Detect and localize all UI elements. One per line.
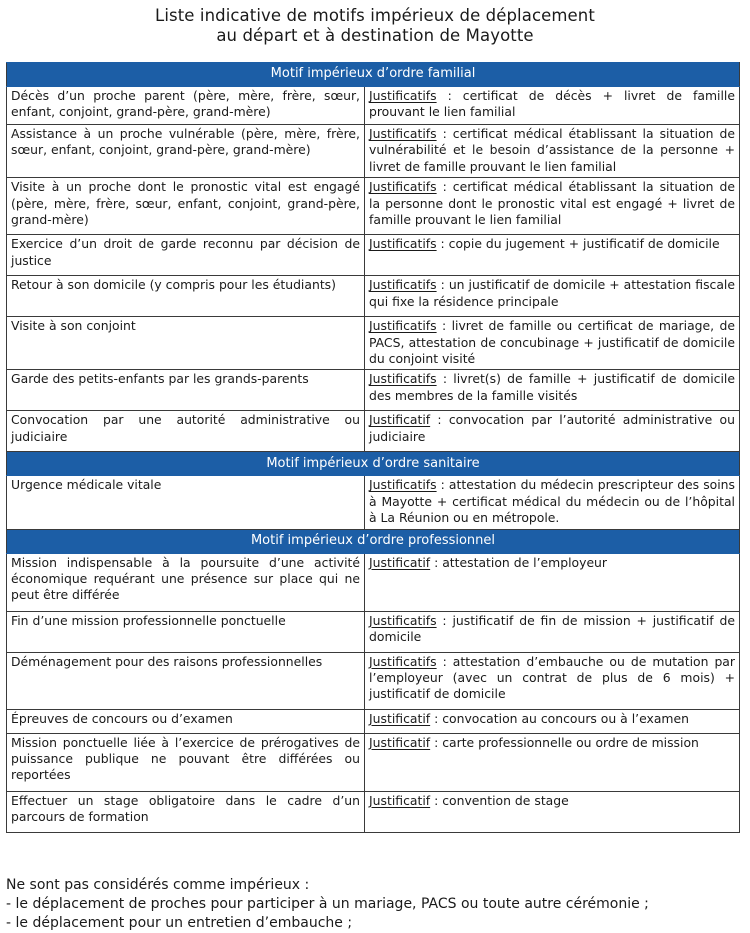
justificatif-cell [365,733,740,791]
justificatif-cell [365,476,740,529]
exclusion-item-2: - le déplacement pour un entretien d’embauche ; [6,915,353,931]
table-row [7,652,740,709]
justificatif-label: Justificatifs [369,318,437,334]
table-row [7,733,740,791]
section-header: Motif impérieux d’ordre sanitaire [7,452,740,476]
justificatif-label: Justificatif [369,412,431,428]
table-row [7,317,740,370]
justificatif-cell [365,709,740,733]
exclusions-note [6,876,744,933]
table-row [7,553,740,611]
table-row [7,276,740,317]
motif-cell: Garde des petits-enfants par les grands-parents [7,370,365,411]
section-header-row [7,529,740,553]
motif-cell: Déménagement pour des raisons professionnelles [7,652,365,709]
table-row [7,125,740,178]
justificatif-cell [365,317,740,370]
table-row [7,87,740,125]
justificatif-label: Justificatifs [369,126,437,141]
justificatif-cell [365,125,740,178]
justificatif-separator: : [430,412,449,428]
title-line-1: Liste indicative de motifs impérieux de déplacement [155,6,595,25]
table-row [7,709,740,733]
justificatif-cell [365,791,740,832]
motif-cell: Mission indispensable à la poursuite d’une activité économique requérant une présence sur place qui ne peut être différée [7,553,365,611]
document-title [0,0,750,44]
justificatif-label: Justificatifs [369,88,437,103]
justificatif-label: Justificatif [369,710,431,726]
motif-cell: Mission ponctuelle liée à l’exercice de prérogatives de puissance publique ne pouvant être différées ou reportées [7,733,365,791]
justificatif-separator: : [430,710,443,726]
motif-cell: Exercice d’un droit de garde reconnu par décision de justice [7,235,365,276]
justificatif-label: Justificatif [369,792,431,808]
justificatif-separator: : [436,277,449,293]
exclusion-item-1: - le déplacement de proches pour participer à un mariage, PACS ou toute autre cérémonie ; [6,896,649,912]
justificatif-separator: : [436,653,453,669]
table-row [7,611,740,652]
justificatif-text: un justificatif de domicile + attestation fiscale qui fixe la résidence principale [369,277,735,309]
justificatif-label: Justificatifs [369,277,437,293]
justificatif-text: attestation de l’employeur [442,554,608,570]
justificatif-text: certificat de décès + livret de famille prouvant le lien familial [369,88,735,120]
justificatif-text: livret de famille ou certificat de mariage, de PACS, attestation de concubinage + justificatif de domicile du conjoint visité [369,318,735,367]
table-row [7,411,740,452]
justificatif-separator: : [436,477,449,493]
motif-cell: Épreuves de concours ou d’examen [7,709,365,733]
justificatif-text: attestation d’embauche ou de mutation par l’employeur (avec un contrat de plus de 6 mois) + justificatif de domicile [369,653,735,702]
motif-cell: Décès d’un proche parent (père, mère, frère, sœur, enfant, conjoint, grand-père, grand-mère) [7,87,365,125]
justificatif-label: Justificatifs [369,236,437,252]
justificatif-cell [365,276,740,317]
justificatif-label: Justificatif [369,554,431,570]
justificatif-label: Justificatifs [369,371,437,387]
motif-cell: Visite à un proche dont le pronostic vital est engagé (père, mère, frère, sœur, enfant, conjoint, grand-père, grand-mère) [7,178,365,235]
section-header: Motif impérieux d’ordre professionnel [7,529,740,553]
section-header-row [7,452,740,476]
justificatif-separator: : [436,318,452,334]
table-row [7,235,740,276]
justificatif-label: Justificatifs [369,477,437,493]
justificatif-separator: : [436,88,463,103]
justificatif-separator: : [436,126,453,141]
justificatif-separator: : [436,612,453,628]
justificatif-text: justificatif de fin de mission + justificatif de domicile [369,612,735,645]
table-row [7,476,740,529]
justificatif-label: Justificatifs [369,179,437,195]
motif-cell: Urgence médicale vitale [7,476,365,529]
justificatif-text: certificat médical établissant la situation de la personne dont le pronostic vital est engagé + livret de famille prouvant le lien familial [369,179,735,228]
motif-cell: Retour à son domicile (y compris pour les étudiants) [7,276,365,317]
section-header: Motif impérieux d’ordre familial [7,63,740,87]
justificatif-cell [365,611,740,652]
justificatif-cell [365,411,740,452]
justificatif-text: convocation par l’autorité administrative ou judiciaire [369,412,735,444]
table-row [7,791,740,832]
justificatif-separator: : [436,179,453,195]
justificatif-cell [365,553,740,611]
justificatif-label: Justificatif [369,734,431,750]
justificatif-cell [365,652,740,709]
justificatif-cell [365,87,740,125]
title-line-2: au départ et à destination de Mayotte [216,26,534,45]
table-row [7,178,740,235]
motif-cell: Assistance à un proche vulnérable (père, mère, frère, sœur, enfant, conjoint, grand-père, grand-mère) [7,125,365,178]
justificatif-cell [365,370,740,411]
justificatif-separator: : [430,792,443,808]
justificatif-label: Justificatifs [369,653,437,669]
justificatif-cell [365,178,740,235]
motif-cell: Effectuer un stage obligatoire dans le cadre d’un parcours de formation [7,791,365,832]
justificatif-separator: : [436,236,449,252]
section-header-row [7,63,740,87]
justificatif-text: convocation au concours ou à l’examen [442,710,689,726]
justificatif-text: certificat médical établissant la situation de vulnérabilité et le besoin d’assistance de la personne + livret de famille prouvant le lien familial [369,126,735,174]
motifs-table [6,62,740,833]
justificatif-label: Justificatifs [369,612,437,628]
motif-cell: Visite à son conjoint [7,317,365,370]
exclusions-intro: Ne sont pas considérés comme impérieux : [6,877,310,893]
justificatif-text: carte professionnelle ou ordre de mission [442,734,699,750]
motif-cell: Convocation par une autorité administrative ou judiciaire [7,411,365,452]
justificatif-separator: : [430,554,443,570]
table-row [7,370,740,411]
justificatif-cell [365,235,740,276]
motif-cell: Fin d’une mission professionnelle ponctuelle [7,611,365,652]
justificatif-text: copie du jugement + justificatif de domicile [448,236,720,252]
justificatif-text: livret(s) de famille + justificatif de domicile des membres de la famille visités [369,371,735,403]
justificatif-separator: : [430,734,443,750]
justificatif-text: convention de stage [442,792,569,808]
justificatif-separator: : [436,371,454,387]
justificatif-text: attestation du médecin prescripteur des soins à Mayotte + certificat médical du médecin ou de l’hôpital à La Réunion ou en métropole. [369,477,735,526]
